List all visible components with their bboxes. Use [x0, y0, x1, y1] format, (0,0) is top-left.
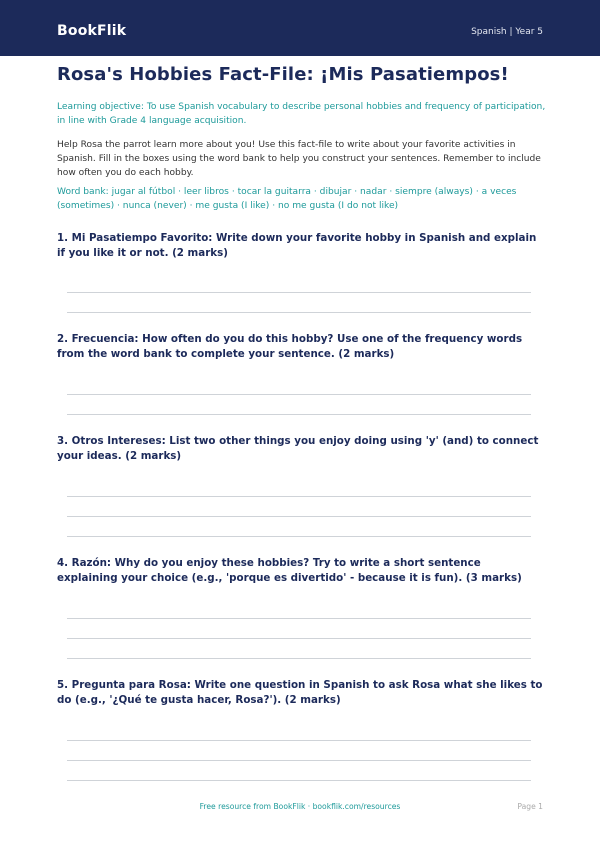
subject-year-label: Spanish | Year 5: [471, 27, 543, 37]
answer-line-q3-2[interactable]: [67, 516, 531, 517]
intro-paragraph: Help Rosa the parrot learn more about you! Use this fact-file to write about your favorite activities in Spanish. Fill in the boxes using the word bank to help you construct your sentences. Remember to include how often you do each hobby.: [57, 140, 541, 178]
question-2: 2. Frecuencia: How often do you do this hobby? Use one of the frequency words from the word bank to complete your sentence. (2 marks): [57, 333, 523, 360]
page-header: [0, 0, 600, 56]
question-3: 3. Otros Intereses: List two other things you enjoy doing using 'y' (and) to connect your ideas. (2 marks): [57, 435, 539, 462]
answer-line-q3-1[interactable]: [67, 496, 531, 497]
question-1: 1. Mi Pasatiempo Favorito: Write down your favorite hobby in Spanish and explain if you like it or not. (2 marks): [57, 232, 537, 259]
page-number: Page 1: [517, 802, 543, 811]
answer-line-q4-1[interactable]: [67, 618, 531, 619]
question-4: 4. Razón: Why do you enjoy these hobbies? Try to write a short sentence explaining your choice (e.g., 'porque es divertido' - because it is fun). (3 marks): [57, 557, 522, 584]
answer-line-q1-1[interactable]: [67, 292, 531, 293]
answer-line-q1-2[interactable]: [67, 312, 531, 313]
brand-logo[interactable]: BookFlik: [57, 23, 127, 39]
question-5: 5. Pregunta para Rosa: Write one question in Spanish to ask Rosa what she likes to do (e.g., '¿Qué te gusta hacer, Rosa?'). (2 marks): [57, 679, 543, 706]
word-bank: Word bank: jugar al fútbol · leer libros · tocar la guitarra · dibujar · nadar · siempre (always) · a veces (sometimes) · nunca (never) · me gusta (I like) · no me gusta (I do not like): [57, 187, 517, 211]
answer-line-q4-3[interactable]: [67, 658, 531, 659]
footer-link[interactable]: Free resource from BookFlik · bookflik.com/resources: [199, 802, 401, 811]
answer-line-q2-1[interactable]: [67, 394, 531, 395]
answer-line-q2-2[interactable]: [67, 414, 531, 415]
answer-line-q5-2[interactable]: [67, 760, 531, 761]
page-title: Rosa's Hobbies Fact-File: ¡Mis Pasatiempos!: [57, 64, 509, 85]
learning-objective: Learning objective: To use Spanish vocabulary to describe personal hobbies and frequency of participation, in line with Grade 4 language acquisition.: [57, 102, 546, 126]
answer-line-q4-2[interactable]: [67, 638, 531, 639]
answer-line-q3-3[interactable]: [67, 536, 531, 537]
answer-line-q5-3[interactable]: [67, 780, 531, 781]
answer-line-q5-1[interactable]: [67, 740, 531, 741]
